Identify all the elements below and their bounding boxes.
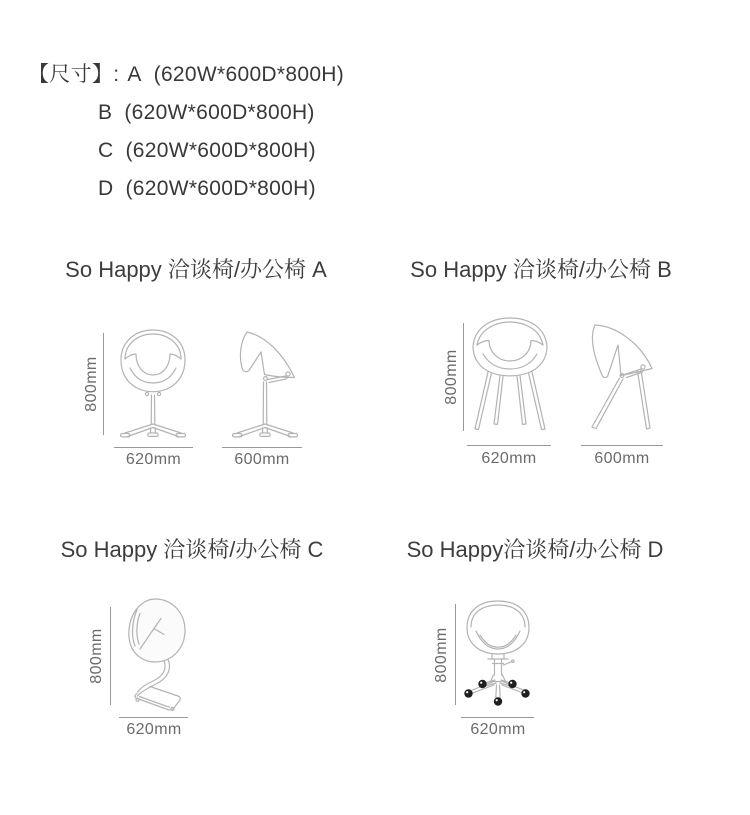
- height-dimension-line-b: [463, 323, 464, 431]
- width-dimension-line-b1: [467, 445, 551, 446]
- size-spec-value: (620W*600D*800H): [153, 63, 345, 86]
- width-dimension-label-c: 620mm: [126, 721, 182, 738]
- product-title-b: So Happy 洽谈椅/办公椅 B: [410, 257, 672, 282]
- size-spec-row: [28, 94, 344, 132]
- height-dimension-label-b: 800mm: [443, 349, 460, 405]
- height-dimension-line-a: [103, 333, 104, 435]
- chair-d-front-view-drawing: [459, 596, 537, 711]
- width-dimension-line-d: [461, 717, 534, 718]
- height-dimension-label-c: 800mm: [88, 628, 105, 684]
- height-dimension-line-d: [455, 604, 456, 705]
- size-spec-row: [28, 170, 344, 208]
- height-dimension-label-d: 800mm: [433, 627, 450, 683]
- width-dimension-label-d: 620mm: [470, 721, 526, 738]
- depth-dimension-line-b: [581, 445, 663, 446]
- width-dimension-label-b1: 620mm: [481, 450, 537, 467]
- size-spec-key: D: [98, 177, 114, 200]
- product-title-c: So Happy 洽谈椅/办公椅 C: [60, 537, 324, 562]
- size-spec-key: C: [98, 139, 114, 162]
- size-spec-value: (620W*600D*800H): [125, 139, 316, 162]
- depth-dimension-line-a: [222, 447, 302, 448]
- chair-c-three-quarter-view-drawing: [112, 595, 192, 713]
- size-spec-label: 【尺寸】:: [28, 63, 120, 86]
- width-dimension-label-a1: 620mm: [125, 451, 182, 468]
- size-spec-key: B: [98, 101, 113, 124]
- depth-dimension-label-a: 600mm: [234, 451, 290, 468]
- chair-a-front-view-drawing: [112, 325, 194, 445]
- product-title-a: So Happy 洽谈椅/办公椅 A: [65, 257, 327, 282]
- chair-a-side-view-drawing: [221, 325, 303, 445]
- height-dimension-line-c: [110, 607, 111, 705]
- chair-b-front-view-drawing: [468, 314, 552, 436]
- size-spec-row: [28, 56, 344, 94]
- size-spec-row: [28, 132, 344, 170]
- width-dimension-line-c: [119, 717, 188, 718]
- width-dimension-line-a1: [114, 447, 193, 448]
- size-spec-block: [28, 56, 344, 208]
- size-spec-key: A: [127, 63, 142, 86]
- depth-dimension-label-b: 600mm: [594, 450, 650, 467]
- size-spec-value: (620W*600D*800H): [125, 177, 316, 200]
- chair-b-side-view-drawing: [581, 314, 663, 436]
- product-title-d: So Happy洽谈椅/办公椅 D: [406, 537, 664, 562]
- size-spec-value: (620W*600D*800H): [124, 101, 315, 124]
- height-dimension-label-a: 800mm: [83, 356, 100, 412]
